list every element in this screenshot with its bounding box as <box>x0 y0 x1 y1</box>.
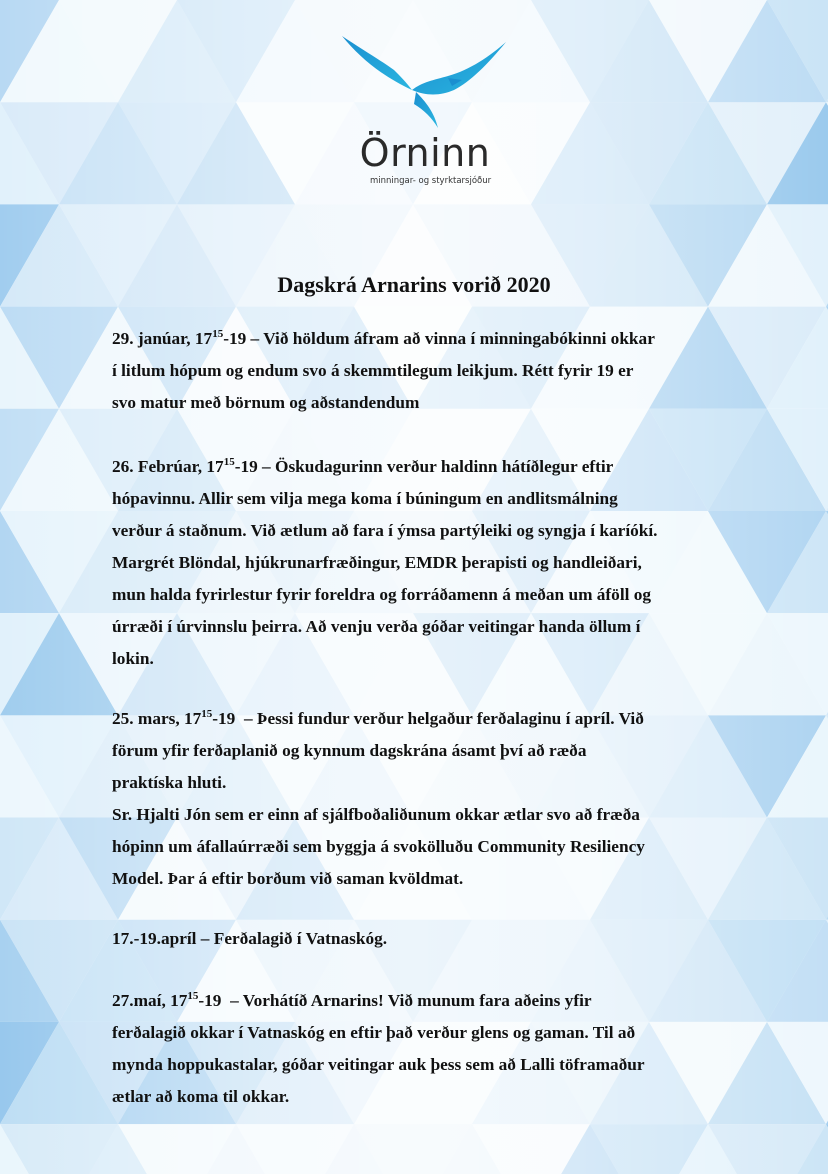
logo <box>330 30 520 190</box>
logo-name: Örninn <box>359 131 491 175</box>
entry-time-end: -19 <box>234 457 258 476</box>
entry-text: – Vorhátíð Arnarins! Við munum fara aðeins yfir <box>221 991 592 1010</box>
entry-date: 25. mars, 17 <box>112 709 202 728</box>
entry-line: úrræði í úrvinnslu þeirra. Að venju verða góðar veitingar handa öllum í <box>112 617 641 636</box>
entry-line: praktíska hluti. <box>112 773 227 792</box>
entry-date: 27.maí, 17 <box>112 991 188 1010</box>
entry-line: hópinn um áfallaúrræði sem byggja á svokölluðu Community Resiliency <box>112 837 645 856</box>
entry-time-superscript: 15 <box>187 990 199 1002</box>
entry-line: mun halda fyrirlestur fyrir foreldra og forráðamenn á meðan um áföll og <box>112 585 652 604</box>
entry-time-superscript: 15 <box>201 708 213 720</box>
entry-line: ferðalagið okkar í Vatnaskóg en eftir það verður glens og gaman. Til að <box>112 1023 636 1042</box>
entry-line: Sr. Hjalti Jón sem er einn af sjálfboðaliðunum okkar ætlar svo að fræða <box>112 805 640 824</box>
entry-text: – Ferðalagið í Vatnaskóg. <box>196 929 388 948</box>
entry-time-end: -19 <box>198 991 222 1010</box>
entry-line: svo matur með börnum og aðstandendum <box>112 393 420 412</box>
entry-date: 26. Febrúar, 17 <box>112 457 224 476</box>
entry-date: 17.-19.apríl <box>112 929 197 948</box>
entry-time-superscript: 15 <box>212 328 224 340</box>
entry-line: hópavinnu. Allir sem vilja mega koma í búningum en andlitsmálning <box>112 489 618 508</box>
entry-line: verður á staðnum. Við ætlum að fara í ýmsa partýleiki og syngja í karíókí. <box>112 521 658 540</box>
entry-line <box>112 985 732 1017</box>
schedule-entry-march <box>112 703 732 895</box>
entry-line <box>112 703 732 735</box>
entry-line <box>112 923 732 955</box>
eagle-icon <box>330 30 520 135</box>
schedule-entry-february <box>112 451 732 675</box>
entry-line: lokin. <box>112 649 154 668</box>
entry-time-end: -19 <box>212 709 236 728</box>
logo-tagline: minningar- og styrktarsjóður <box>370 176 492 186</box>
entry-time-end: -19 <box>223 329 247 348</box>
entry-line: í litlum hópum og endum svo á skemmtilegum leikjum. Rétt fyrir 19 er <box>112 361 634 380</box>
entry-line <box>112 323 732 355</box>
entry-text: – Við höldum áfram að vinna í minningabókinni okkar <box>246 329 655 348</box>
entry-text: – Þessi fundur verður helgaður ferðalaginu í apríl. Við <box>235 709 644 728</box>
schedule-entry-may <box>112 985 732 1113</box>
entry-line: mynda hoppukastalar, góðar veitingar auk þess sem að Lalli töframaður <box>112 1055 645 1074</box>
entry-text: – Öskudagurinn verður haldinn hátíðlegur eftir <box>257 457 614 476</box>
schedule-entry-january <box>112 323 732 419</box>
entry-line: ætlar að koma til okkar. <box>112 1087 290 1106</box>
entry-date: 29. janúar, 17 <box>112 329 213 348</box>
entry-time-superscript: 15 <box>223 456 235 468</box>
page-title: Dagskrá Arnarins vorið 2020 <box>277 272 551 297</box>
entry-line: Margrét Blöndal, hjúkrunarfræðingur, EMDR þerapisti og handleiðari, <box>112 553 642 572</box>
entry-line: Model. Þar á eftir borðum við saman kvöldmat. <box>112 869 464 888</box>
schedule-entry-april <box>112 923 732 955</box>
entry-line: förum yfir ferðaplanið og kynnum dagskrána ásamt því að ræða <box>112 741 587 760</box>
entry-line <box>112 451 732 483</box>
